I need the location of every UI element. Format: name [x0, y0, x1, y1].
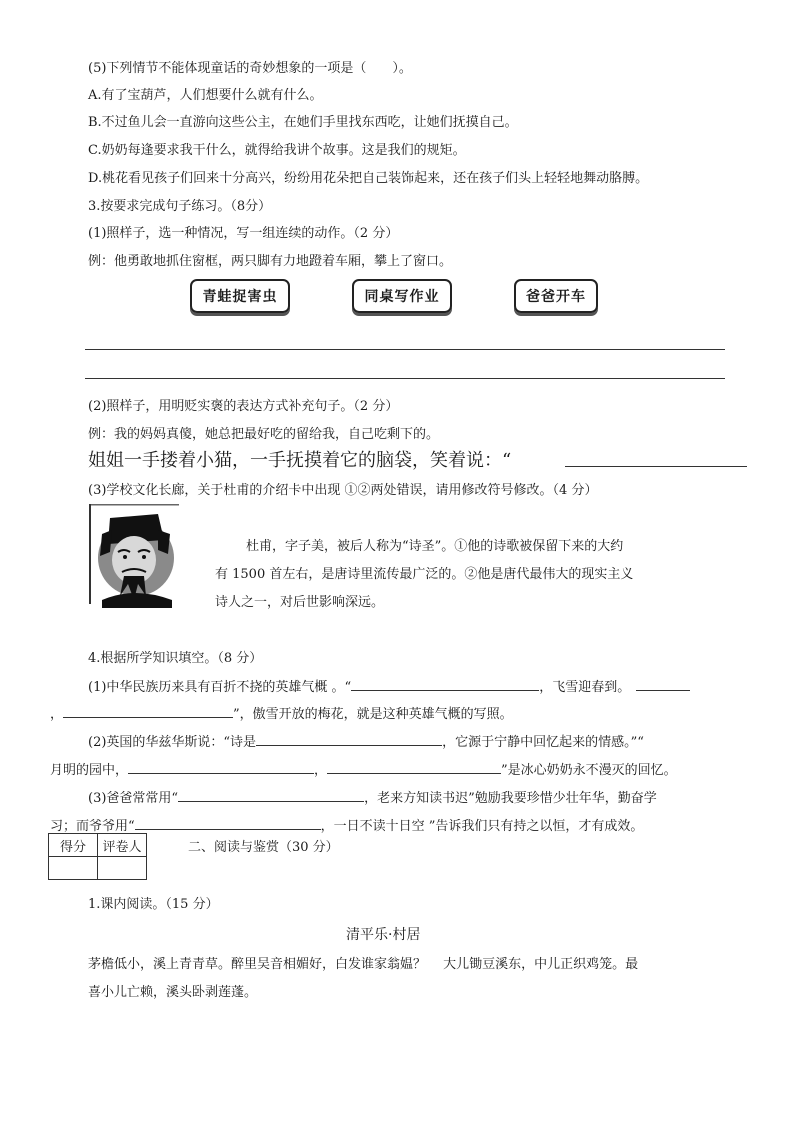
q3-sub2-example: 例：我的妈妈真傻，她总把最好吃的留给我，自己吃剩下的。	[88, 427, 440, 442]
fill-blank-7	[178, 787, 364, 802]
q4-p2-line2	[50, 759, 677, 778]
fill-blank-6	[327, 759, 501, 774]
q5-option-a: A.有了宝葫芦，人们想要什么就有什么。	[88, 88, 323, 103]
dufu-card-line-2: 有 1500 首左右，是唐诗里流传最广泛的。②他是唐代最伟大的现实主义	[215, 567, 634, 582]
section2-title: 二、阅读与鉴赏（30 分）	[188, 840, 339, 855]
dufu-card-line-3: 诗人之一，对后世影响深远。	[215, 595, 385, 610]
du-fu-portrait	[88, 500, 184, 608]
q4-p2-text-d: ，	[314, 763, 328, 778]
q5-option-d: D.桃花看见孩子们回来十分高兴，纷纷用花朵把自己装饰起来，还在孩子们头上轻轻地舞动胳膊。	[88, 171, 649, 186]
q5-option-b: B.不过鱼儿会一直游向这些公主，在她们手里找东西吃，让她们抚摸自己。	[88, 115, 518, 130]
q4-p3-line2	[50, 815, 643, 834]
poem-line-2: 喜小儿亡赖，溪头卧剥莲蓬。	[88, 985, 258, 1000]
q4-p1-text-b: ，飞雪迎春到。	[539, 680, 631, 695]
option-box-frog: 青蛙捉害虫	[190, 279, 290, 313]
fill-blank-8	[135, 815, 321, 830]
q4-p1-text-c: ，	[50, 707, 64, 722]
q3-sub2-prompt: 姐姐一手搂着小猫，一手抚摸着它的脑袋，笑着说：“	[88, 450, 512, 471]
q4-p2-text-e: ”是冰心奶奶永不漫灭的回忆。	[501, 763, 677, 778]
q4-p2-line1	[88, 731, 644, 750]
fill-blank-2	[636, 676, 690, 691]
q4-p3-line1	[88, 787, 657, 806]
score-table	[48, 833, 147, 880]
option-box-dad-driving: 爸爸开车	[514, 279, 598, 313]
section2-q1: 1.课内阅读。（15 分）	[88, 897, 219, 912]
grader-cell[interactable]	[98, 857, 147, 880]
fill-blank-1	[351, 676, 539, 691]
answer-line-2	[85, 378, 725, 379]
grader-label: 评卷人	[98, 834, 147, 857]
score-cell[interactable]	[49, 857, 98, 880]
q3-title: 3.按要求完成句子练习。（8分）	[88, 199, 272, 214]
answer-line-1	[85, 349, 725, 350]
fill-blank-3	[63, 703, 233, 718]
q4-p3-text-a: (3)爸爸常常用“	[88, 791, 179, 806]
q3-sub2-blank	[565, 466, 747, 467]
q3-sub1-example: 例：他勇敢地抓住窗框，两只脚有力地蹬着车厢，攀上了窗口。	[88, 254, 453, 269]
q4-p2-text-a: (2)英国的华兹华斯说：“诗是	[88, 735, 257, 750]
fill-blank-5	[128, 759, 314, 774]
q4-p2-text-c: 月明的园中，	[50, 763, 129, 778]
q5-question: (5)下列情节不能体现童话的奇妙想象的一项是（ ）。	[88, 61, 412, 76]
poem-title: 清平乐·村居	[346, 927, 421, 943]
score-label: 得分	[49, 834, 98, 857]
q3-sub2-instruction: (2)照样子，用明贬实褒的表达方式补充句子。（2 分）	[88, 399, 399, 414]
poem-line-1: 茅檐低小，溪上青青草。醉里吴音相媚好，白发谁家翁媪？ 大儿锄豆溪东，中儿正织鸡笼。最	[88, 957, 639, 972]
q5-option-c: C.奶奶每逢要求我干什么，就得给我讲个故事。这是我们的规矩。	[88, 143, 466, 158]
q4-p3-text-c: 习；而爷爷用“	[50, 819, 135, 834]
q4-title: 4.根据所学知识填空。（8 分）	[88, 651, 263, 666]
q3-sub3-instruction: (3)学校文化长廊，关于杜甫的介绍卡中出现 ①②两处错误，请用修改符号修改。（4 分）	[88, 483, 598, 498]
q4-p1-line1	[88, 676, 690, 695]
q4-p3-text-b: ，老来方知读书迟”勉励我要珍惜少壮年华，勤奋学	[364, 791, 657, 806]
q4-p1-line2	[50, 703, 513, 722]
q3-sub1-instruction: (1)照样子，选一种情况，写一组连续的动作。（2 分）	[88, 226, 399, 241]
q4-p1-text-a: (1)中华民族历来具有百折不挠的英雄气概 。“	[88, 680, 352, 695]
q4-p3-text-d: ，一日不读十日空 ”告诉我们只有持之以恒，才有成效。	[320, 819, 644, 834]
option-box-deskmate: 同桌写作业	[352, 279, 452, 313]
q4-p1-text-d: ”，傲雪开放的梅花，就是这种英雄气概的写照。	[233, 707, 513, 722]
q4-p2-text-b: ，它源于宁静中回忆起来的情感。”“	[442, 735, 644, 750]
fill-blank-4	[256, 731, 442, 746]
dufu-card-line-1: 杜甫，字子美，被后人称为“诗圣”。①他的诗歌被保留下来的大约	[246, 539, 624, 554]
